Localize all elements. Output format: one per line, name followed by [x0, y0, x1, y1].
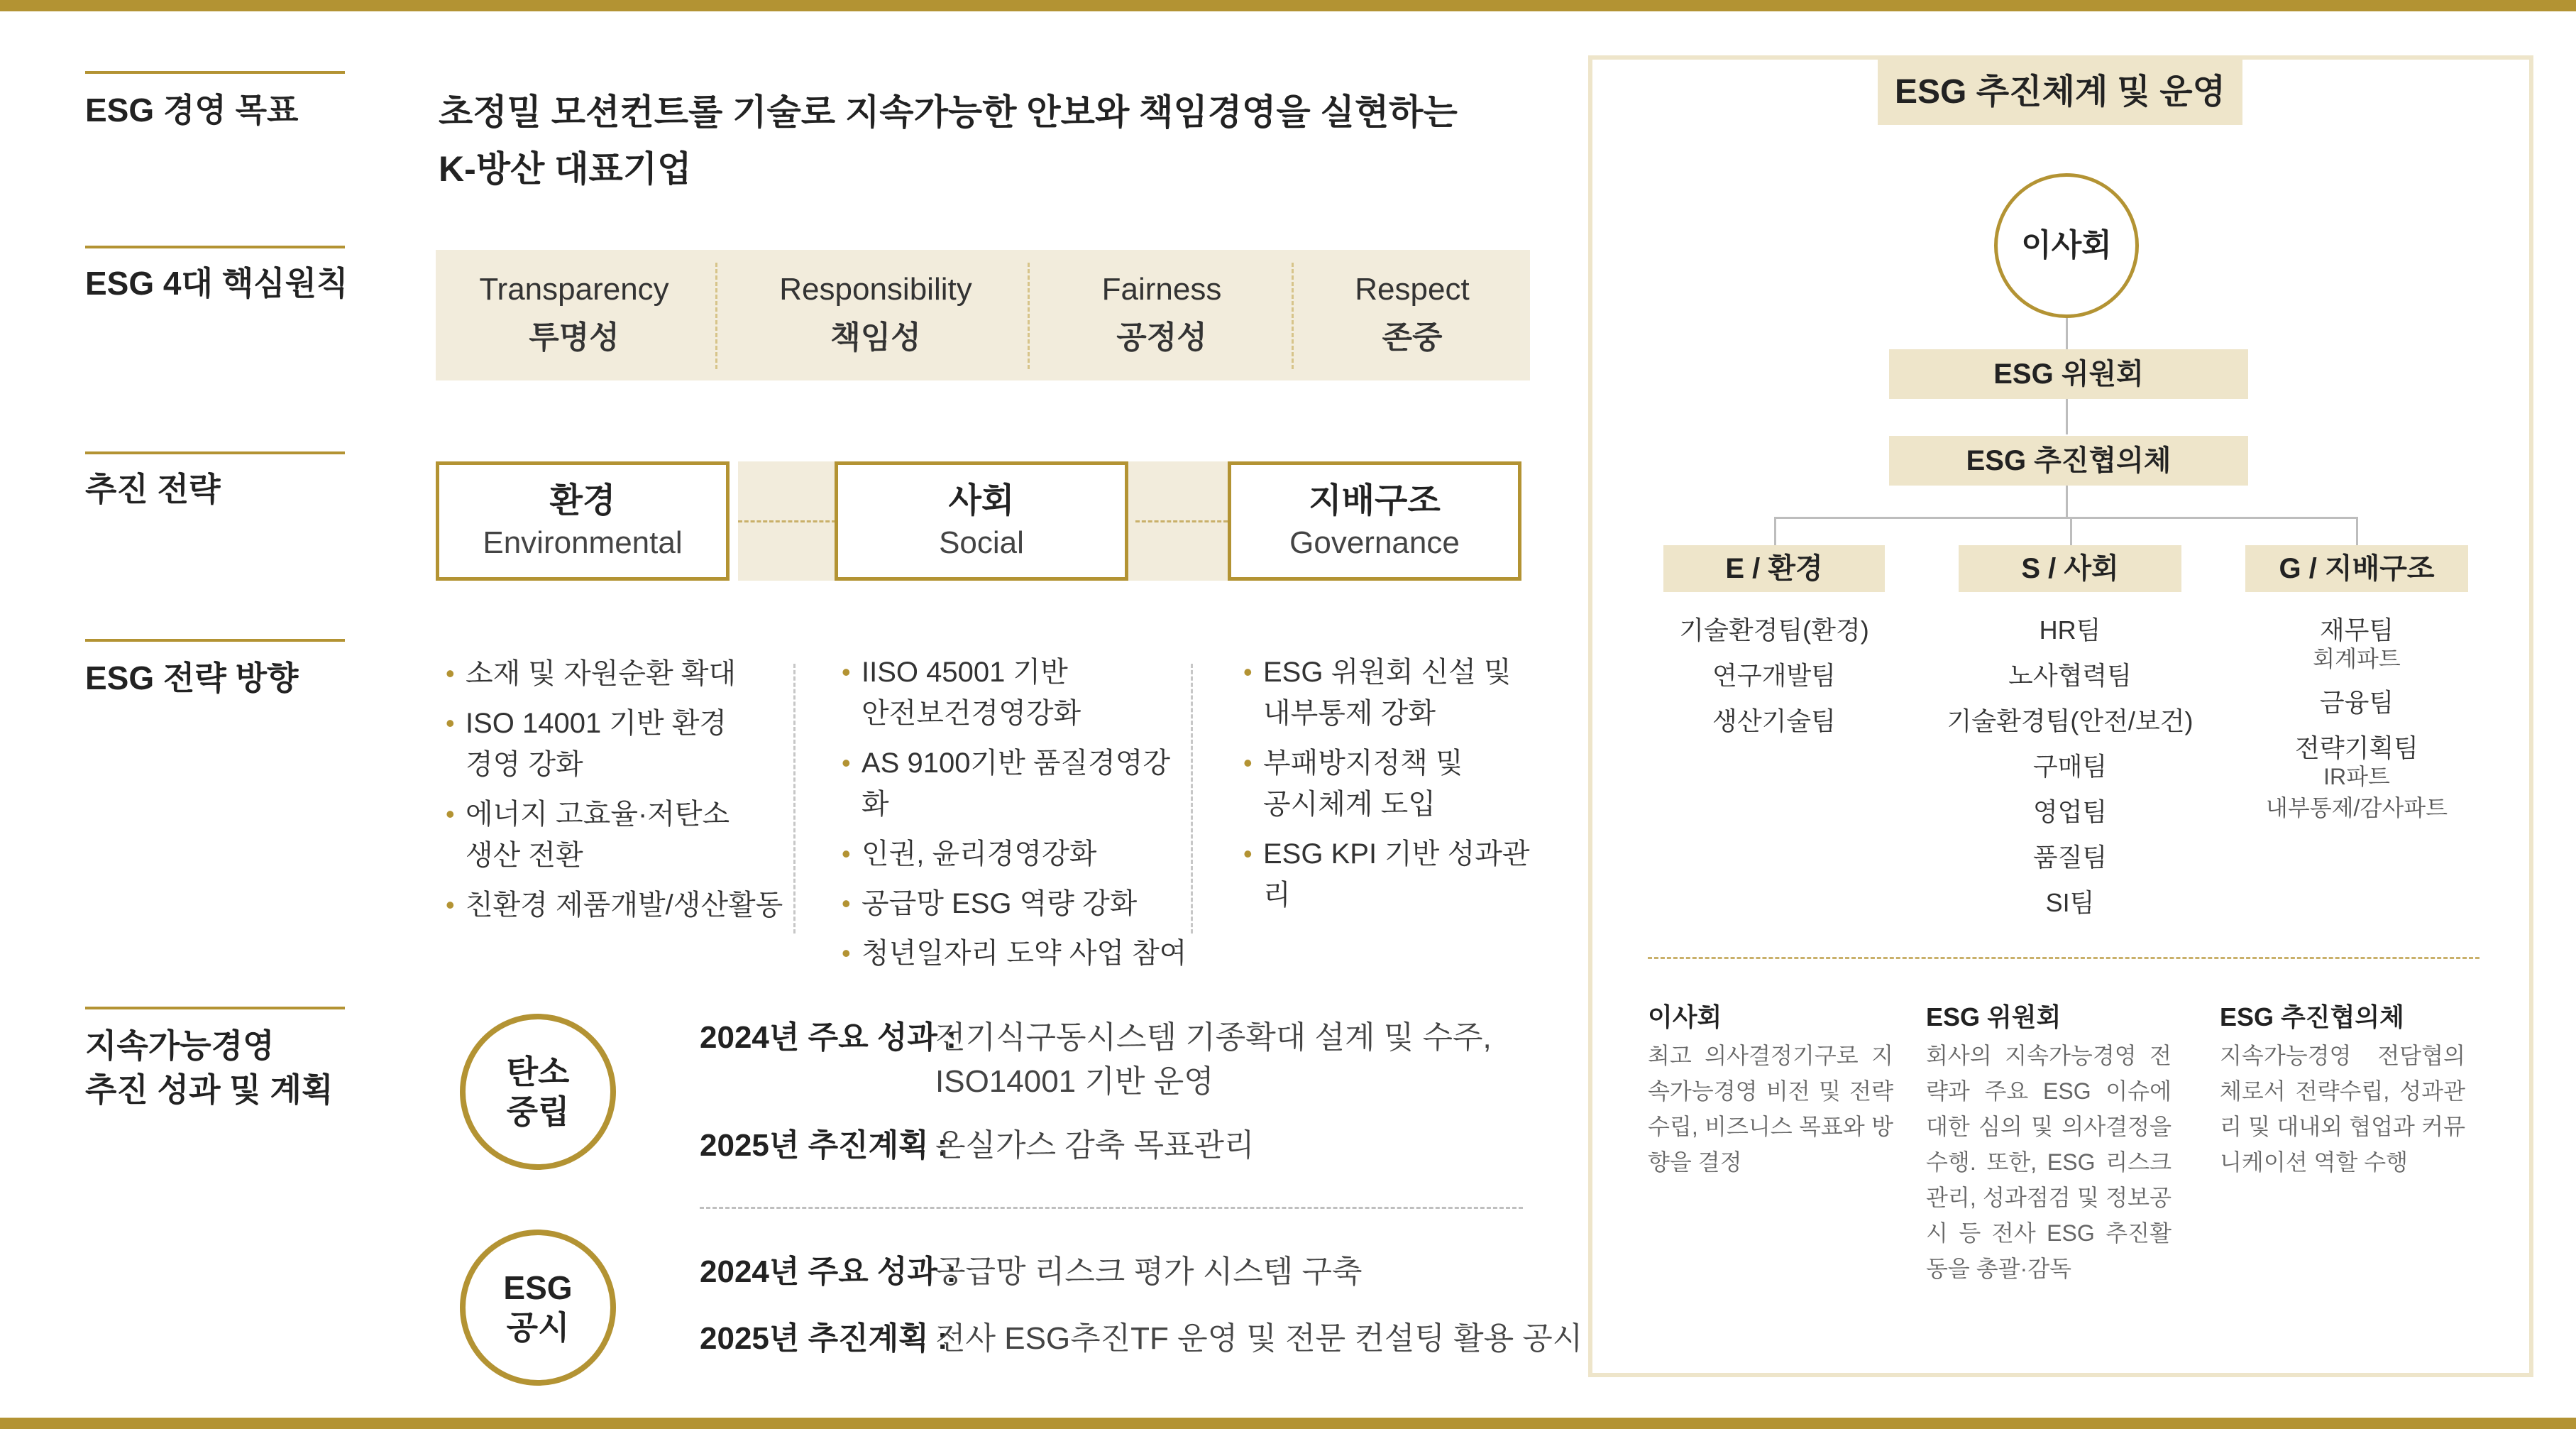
- strategy-box-social: [835, 461, 1128, 581]
- section-rule: [85, 1007, 345, 1009]
- section-label-strategy: 추진 전략: [85, 471, 221, 508]
- direction-item: • 소재 및 자원순환 확대: [446, 653, 793, 694]
- goal-line-2: K-방산 대표기업: [439, 149, 692, 189]
- top-accent-bar: [0, 0, 2576, 11]
- direction-item: • ESG 위원회 신설 및 내부통제 강화: [1243, 652, 1541, 734]
- note-text: 최고 의사결정기구로 지속가능경영 비전 및 전략 수립, 비즈니스 목표와 방향을 결정: [1648, 1043, 1893, 1175]
- principle-item: [1294, 265, 1530, 362]
- section-rule: [85, 639, 345, 642]
- strategy-connector: [738, 520, 836, 522]
- circle-text: ESG: [503, 1269, 573, 1306]
- direction-item: • ESG KPI 기반 성과관리: [1243, 833, 1541, 916]
- note-committee: [1926, 997, 2172, 1286]
- principle-en: Respect: [1355, 272, 1470, 307]
- direction-item: • 인권, 윤리경영강화: [842, 833, 1196, 875]
- disclosure-2024-label: 2024년 주요 성과 :: [700, 1254, 957, 1289]
- connector-line: [2066, 318, 2068, 349]
- connector-line: [2356, 517, 2358, 545]
- strategy-box-environmental: [436, 461, 730, 581]
- principle-kr: 존중: [1382, 320, 1443, 355]
- carbon-2025-text: 온실가스 감축 목표관리: [935, 1128, 1255, 1163]
- esg-committee-box: ESG 위원회: [1889, 349, 2248, 399]
- strategy-en: Social: [939, 525, 1024, 560]
- note-text: 회사의 지속가능경영 전략과 주요 ESG 이슈에 대한 심의 및 의사결정을 수행. 또한, ESG 리스크 관리, 성과점검 및 정보공시 등 전사 ESG 추진활동을 총괄·감독: [1926, 1043, 2172, 1281]
- team-name: 품질팀: [2032, 843, 2108, 872]
- direction-social-list: [842, 652, 1196, 982]
- divider: [715, 263, 717, 369]
- connector-line: [2070, 517, 2072, 545]
- goal-statement: [439, 84, 1458, 197]
- direction-item: • 에너지 고효율·저탄소 생산 전환: [446, 794, 793, 876]
- team-name: 재무팀: [2319, 615, 2394, 645]
- e-environment-box: E / 환경: [1663, 545, 1885, 592]
- strategy-en: Environmental: [483, 525, 683, 560]
- circle-text: 탄소: [506, 1053, 570, 1090]
- section-rule: [85, 451, 345, 454]
- circle-text: 중립: [506, 1093, 570, 1130]
- goal-line-1: 초정밀 모션컨트롤 기술로 지속가능한 안보와 책임경영을 실현하는: [439, 92, 1458, 132]
- team-name: 금융팀: [2319, 688, 2394, 717]
- note-text: 지속가능경영 전담협의체로서 전략수립, 성과관리 및 대내외 협업과 커뮤니케이션 역할 수행: [2220, 1043, 2465, 1175]
- principle-kr: 공정성: [1116, 320, 1207, 355]
- strategy-kr: 지배구조: [1309, 482, 1441, 520]
- team-name: 영업팀: [2032, 797, 2108, 826]
- section-label-principles: ESG 4대 핵심원칙: [85, 265, 348, 302]
- g-governance-box: G / 지배구조: [2245, 545, 2468, 592]
- principle-item: [718, 265, 1033, 362]
- direction-item: • 부패방지정책 및 공시체계 도입: [1243, 743, 1541, 825]
- divider: [1028, 263, 1030, 369]
- team-name: 구매팀: [2032, 752, 2108, 781]
- principle-kr: 투명성: [529, 320, 620, 355]
- carbon-2024-text-2: ISO14001 기반 운영: [935, 1064, 1214, 1099]
- note-title: ESG 추진협의체: [2220, 1002, 2404, 1031]
- principle-kr: 책임성: [830, 320, 921, 355]
- principle-en: Fairness: [1101, 272, 1222, 307]
- team-name: 노사협력팀: [2008, 661, 2132, 690]
- direction-item: • 친환경 제품개발/생산활동: [446, 885, 793, 926]
- disclosure-2025-label: 2025년 추진계획 :: [700, 1321, 948, 1356]
- org-panel-title: ESG 추진체계 및 운영: [1878, 60, 2242, 125]
- s-team-list: [1944, 608, 2196, 926]
- disclosure-2024-text: 공급망 리스크 평가 시스템 구축: [935, 1254, 1363, 1289]
- principle-en: Transparency: [479, 272, 669, 307]
- section-rule: [85, 246, 345, 248]
- carbon-2025-label: 2025년 추진계획 :: [700, 1128, 948, 1163]
- board-circle: 이사회: [1994, 173, 2139, 318]
- e-team-list: [1663, 608, 1885, 744]
- direction-item: • 청년일자리 도약 사업 참여: [842, 933, 1196, 974]
- s-social-box: S / 사회: [1959, 545, 2181, 592]
- principle-en: Responsibility: [779, 272, 972, 307]
- carbon-2024-text-1: 전기식구동시스템 기종확대 설계 및 수주,: [935, 1020, 1492, 1055]
- direction-item: • 공급망 ESG 역량 강화: [842, 883, 1196, 924]
- team-name: 전략기획팀: [2295, 733, 2418, 762]
- section-label-achievements: [85, 1024, 333, 1112]
- divider: [700, 1207, 1523, 1209]
- connector-line: [1774, 517, 1776, 545]
- note-council: [2220, 997, 2465, 1180]
- team-sub-part: 회계파트: [2313, 646, 2401, 672]
- connector-line: [1774, 517, 2357, 519]
- principle-item: [436, 265, 712, 362]
- carbon-2024-label: 2024년 주요 성과 :: [700, 1020, 957, 1055]
- disclosure-2025-text: 전사 ESG추진TF 운영 및 전문 컨설팅 활용 공시: [935, 1321, 1583, 1356]
- team-name: 기술환경팀(환경): [1679, 615, 1869, 645]
- section-label-goal: ESG 경영 목표: [85, 92, 299, 128]
- team-name: SI팀: [2045, 888, 2095, 917]
- team-name: 연구개발팀: [1712, 661, 1836, 690]
- note-title: 이사회: [1648, 1002, 1722, 1031]
- strategy-kr: 사회: [948, 482, 1015, 520]
- team-sub-part: IR파트: [2323, 764, 2390, 789]
- achievements-label-line-2: 추진 성과 및 계획: [85, 1071, 334, 1108]
- direction-item: • AS 9100기반 품질경영강화: [842, 743, 1196, 825]
- section-label-direction: ESG 전략 방향: [85, 659, 299, 696]
- team-name: 생산기술팀: [1712, 706, 1836, 735]
- bottom-accent-bar: [0, 1418, 2576, 1429]
- note-title: ESG 위원회: [1926, 1002, 2062, 1031]
- achievements-label-line-1: 지속가능경영: [85, 1027, 275, 1064]
- team-name: 기술환경팀(안전/보건): [1947, 706, 2194, 735]
- esg-disclosure-circle: [460, 1230, 616, 1386]
- divider: [1191, 664, 1193, 933]
- direction-item: • ISO 14001 기반 환경 경영 강화: [446, 703, 793, 785]
- direction-gov-list: [1243, 652, 1541, 924]
- esg-council-box: ESG 추진협의체: [1889, 436, 2248, 486]
- g-team-list: [2245, 608, 2468, 823]
- carbon-neutral-circle: [460, 1014, 616, 1170]
- team-name: HR팀: [2039, 615, 2101, 645]
- team-sub-part: 내부통제/감사파트: [2265, 795, 2448, 821]
- principle-item: [1030, 265, 1293, 362]
- connector-line: [2066, 399, 2068, 434]
- direction-env-list: [446, 653, 793, 934]
- connector-line: [2066, 486, 2068, 517]
- note-board: [1648, 997, 1893, 1180]
- section-rule: [85, 71, 345, 74]
- divider: [793, 664, 796, 933]
- strategy-kr: 환경: [549, 482, 616, 520]
- divider: [1648, 957, 2479, 959]
- strategy-en: Governance: [1289, 525, 1460, 560]
- strategy-box-governance: [1228, 461, 1521, 581]
- principles-band: [436, 250, 1530, 380]
- direction-item: • IISO 45001 기반 안전보건경영강화: [842, 652, 1196, 734]
- divider: [1292, 263, 1294, 369]
- strategy-connector: [1135, 520, 1228, 522]
- circle-text: 공시: [506, 1309, 570, 1346]
